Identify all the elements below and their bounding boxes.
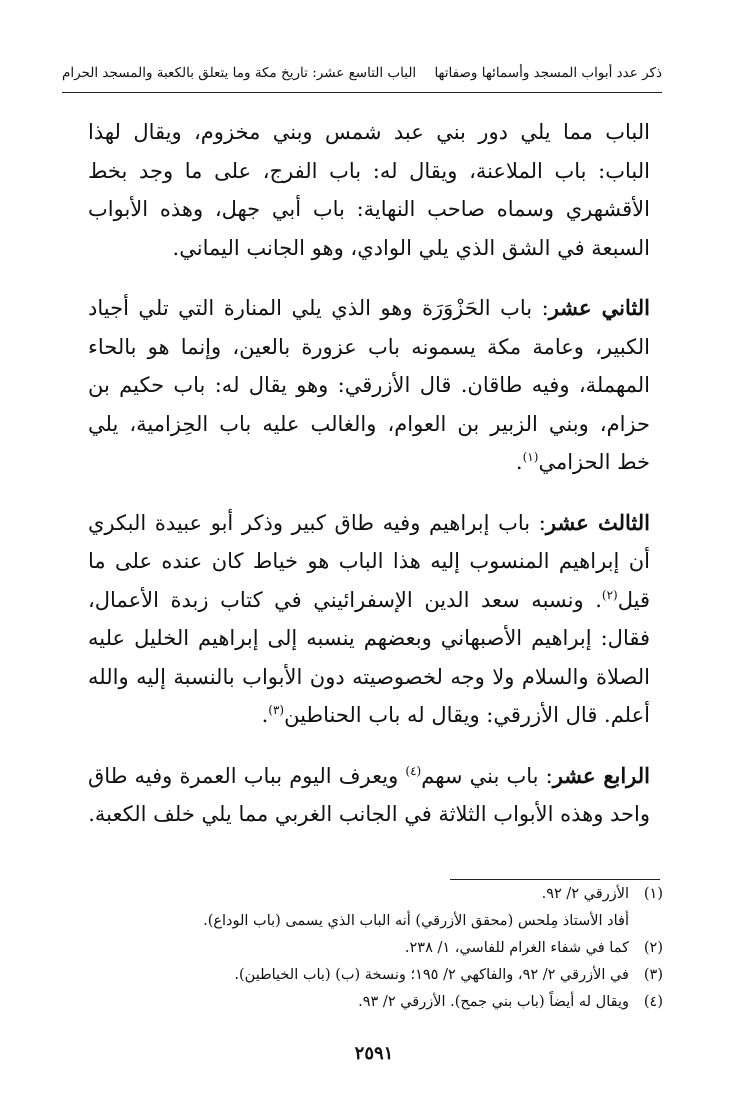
paragraph-3-end: .	[261, 703, 269, 727]
footnote-1-continued	[88, 908, 663, 935]
footnote-number: (٢)	[643, 940, 663, 956]
header-section-title: ذكر عدد أبواب المسجد وأسمائها وصفاتها	[434, 65, 662, 81]
footnote-1	[88, 881, 663, 908]
paragraph-4	[88, 757, 650, 834]
footnote-separator	[450, 879, 660, 880]
paragraph-2	[88, 289, 650, 482]
footnote-text: الأزرقي ٢/ ٩٢.	[541, 886, 629, 902]
paragraph-4-heading: الرابع عشر	[552, 762, 650, 788]
footnote-text: كما في شفاء الغرام للفاسي، ١/ ٢٣٨.	[404, 940, 629, 956]
footnote-number: (١)	[643, 886, 663, 902]
footnote-2	[88, 935, 663, 962]
header-rule	[62, 92, 662, 93]
footnote-text: في الأزرقي ٢/ ٩٢، والفاكهي ٢/ ١٩٥؛ ونسخة (ب) (باب الخياطين).	[234, 967, 629, 983]
paragraph-4-text-b: ويعرف اليوم بباب العمرة وفيه طاق واحد وهذه الأبواب الثلاثة في الجانب الغربي مما يلي خلف الكعبة.	[88, 763, 650, 826]
footnote-number: (٣)	[643, 967, 663, 983]
footnote-ref-1[interactable]: (١)	[522, 450, 539, 464]
footnotes	[88, 881, 663, 1016]
footnote-number: (٤)	[643, 994, 663, 1010]
paragraph-3-text-a: : باب إبراهيم وفيه طاق كبير وذكر أبو عبيدة البكري أن إبراهيم المنسوب إليه هذا الباب هو خياط كان عنده على ما قيل	[88, 510, 650, 612]
paragraph-2-text: : باب الحَزْوَرَة وهو الذي يلي المنارة التي تلي أجياد الكبير، وعامة مكة يسمونه باب عزورة بالعين، وإنما هو بالحاء المهملة، وفيه طاقان. قال الأزرقي: وهو يقال له: باب حكيم بن حزام، وبني الزبير بن العوام، والغالب عليه باب الحِزامية، يلي خط الحزامي	[88, 296, 650, 474]
page-number: ٢٥٩١	[354, 1043, 394, 1064]
paragraph-4-text-a: : باب بني سهم	[421, 763, 553, 788]
paragraph-3-heading: الثالث عشر	[545, 509, 650, 535]
footnote-3	[88, 962, 663, 989]
footnote-ref-4[interactable]: (٤)	[405, 763, 422, 778]
running-header	[62, 58, 662, 88]
header-chapter-title: الباب التاسع عشر: تاريخ مكة وما يتعلق بالكعبة والمسجد الحرام	[62, 65, 417, 81]
footnote-4	[88, 989, 663, 1016]
footnote-text: أفاد الأستاذ مِلحس (محقق الأزرقي) أنه الباب الذي يسمى (باب الوداع).	[203, 913, 629, 929]
footnote-ref-2[interactable]: (٢)	[601, 587, 618, 602]
footnote-ref-3[interactable]: (٣)	[268, 703, 285, 717]
paragraph-1: الباب مما يلي دور بني عبد شمس وبني مخزوم، ويقال لهذا الباب: باب الملاعنة، ويقال له: باب الفرج، على ما وجد بخط الأقشهري وسماه صاحب النهاية: باب أبي جهل، وهذه الأبواب السبعة في الشق الذي يلي الوادي، وهو الجانب اليماني.	[88, 120, 650, 260]
paragraph-3	[88, 504, 650, 735]
paragraph-2-end: .	[515, 450, 523, 474]
main-text	[88, 113, 650, 834]
paragraph-3-text-b: . ونسبه سعد الدين الإسفرائيني في كتاب زبدة الأعمال، فقال: إبراهيم الأصبهاني وبعضهم ينسبه إلى إبراهيم الخليل عليه الصلاة والسلام ولا وجه لخصوصيته دون الأبواب بالنسبة إليه والله أعلم. قال الأزرقي: ويقال له باب الحناطين	[88, 587, 650, 727]
paragraph-2-heading: الثاني عشر	[548, 295, 650, 320]
footnote-text: ويقال له أيضاً (باب بني جمح). الأزرقي ٢/ ٩٣.	[358, 994, 629, 1010]
